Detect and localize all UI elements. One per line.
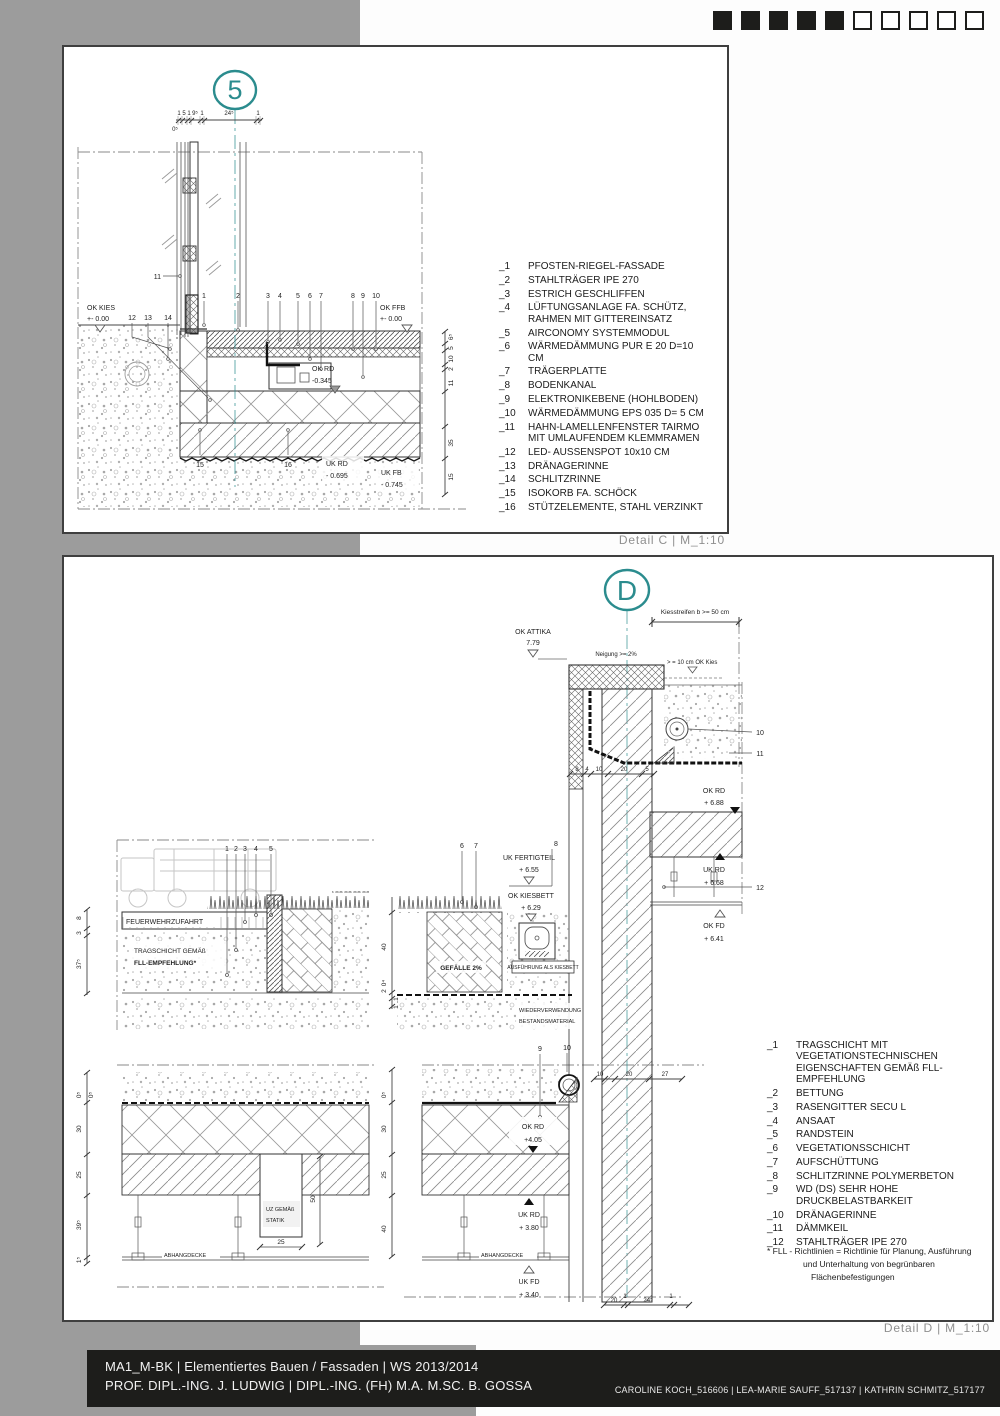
left-dims <box>76 907 90 996</box>
svg-text:0⁵: 0⁵ <box>172 127 178 133</box>
legend-item: _14 SCHLITZRINNE <box>499 474 601 486</box>
legend-item: _5 RANDSTEIN <box>767 1129 854 1141</box>
svg-text:10: 10 <box>563 1045 571 1052</box>
svg-text:+ 6.88: + 6.88 <box>704 800 724 807</box>
svg-text:4: 4 <box>254 846 258 853</box>
dim-kiesstreifen <box>649 609 742 627</box>
svg-text:6⁵: 6⁵ <box>448 333 455 341</box>
svg-text:+ 3.80: + 3.80 <box>519 1225 539 1232</box>
callout-label: 5 <box>227 75 243 105</box>
svg-text:10: 10 <box>596 1072 604 1078</box>
svg-text:+- 0.00: +- 0.00 <box>87 316 109 323</box>
svg-text:OK FFB: OK FFB <box>380 305 406 312</box>
legend-item: _12 STAHLTRÄGER IPE 270 <box>767 1237 907 1249</box>
svg-text:0⁵: 0⁵ <box>381 1091 388 1099</box>
callout-circle <box>214 71 256 109</box>
svg-text:2: 2 <box>234 846 238 853</box>
svg-text:6: 6 <box>460 843 464 850</box>
svg-text:- 0.695: - 0.695 <box>326 473 348 480</box>
lowleft-slab <box>122 1072 369 1260</box>
svg-text:1⁵: 1⁵ <box>76 1256 83 1264</box>
svg-text:1: 1 <box>393 997 400 1001</box>
legend-item: _4 ANSAAT <box>767 1115 836 1127</box>
svg-text:+ 6.29: + 6.29 <box>521 905 541 912</box>
svg-text:3: 3 <box>266 293 270 300</box>
svg-text:OK FD: OK FD <box>703 923 725 930</box>
legend-item: _3 RASENGITTER SECU L <box>767 1101 907 1113</box>
mid-dim-chain <box>381 897 400 1009</box>
svg-text:0⁵: 0⁵ <box>76 1091 83 1099</box>
svg-text:+ 6.41: + 6.41 <box>704 936 724 943</box>
svg-text:11: 11 <box>756 751 764 758</box>
floor-buildup <box>180 331 420 461</box>
svg-text:50: 50 <box>310 1195 317 1203</box>
detail-c-legend <box>499 261 711 513</box>
svg-text:Neigung >= 2%: Neigung >= 2% <box>595 652 637 658</box>
svg-text:2: 2 <box>448 367 455 371</box>
svg-text:10: 10 <box>372 293 380 300</box>
svg-text:40: 40 <box>381 1225 388 1233</box>
svg-text:20: 20 <box>610 1298 618 1304</box>
svg-text:GEFÄLLE 2%: GEFÄLLE 2% <box>440 965 482 972</box>
lowleft-dim-chain <box>76 1070 95 1266</box>
svg-text:2: 2 <box>236 293 240 300</box>
svg-text:14: 14 <box>164 315 172 322</box>
svg-text:1: 1 <box>187 111 191 117</box>
legend-item: _9 ELEKTRONIKEBENE (HOHLBODEN) <box>499 394 699 406</box>
dim-right <box>442 329 455 497</box>
square-outline-icon <box>853 11 872 30</box>
svg-text:Kiesstreifen b >= 50 cm: Kiesstreifen b >= 50 cm <box>660 609 730 616</box>
svg-text:20: 20 <box>625 1072 633 1078</box>
svg-text:12: 12 <box>756 885 764 892</box>
detail-d-caption: Detail D | M_1:10 <box>883 1321 990 1335</box>
legend-item: _5 AIRCONOMY SYSTEMMODUL <box>499 327 670 339</box>
svg-text:9: 9 <box>361 293 365 300</box>
svg-text:1: 1 <box>623 1294 627 1300</box>
svg-text:OK KIES: OK KIES <box>87 305 116 312</box>
legend-item: _9 WD (DS) SEHR HOHE DRUCKBELASTBARKEIT <box>767 1184 913 1207</box>
fll-footnote: * FLL - Richtlinien = Richtlinie für Planung, Ausführung und Unterhaltung von begrünbaren Flächenbefestigungen <box>767 1246 972 1282</box>
square-filled-icon <box>713 11 732 30</box>
svg-text:30: 30 <box>381 1125 388 1133</box>
svg-text:UK RD: UK RD <box>703 867 725 874</box>
svg-text:AUSFÜHRUNG ALS KIESBETT: AUSFÜHRUNG ALS KIESBETT <box>507 965 579 971</box>
svg-text:1: 1 <box>393 1005 400 1009</box>
legend-item: _6 WÄRMEDÄMMUNG PUR E 20 D=10 CM <box>499 341 694 364</box>
square-filled-icon <box>741 11 760 30</box>
svg-text:39⁵: 39⁵ <box>76 1220 83 1230</box>
progress-squares <box>713 11 984 30</box>
legend-item: _16 STÜTZELEMENTE, STAHL VERZINKT <box>499 501 704 513</box>
square-outline-icon <box>937 11 956 30</box>
legend-item: _13 DRÄNAGERINNE <box>499 460 609 472</box>
legend-item: _12 LED- AUSSENSPOT 10x10 CM <box>499 446 670 458</box>
svg-text:24⁵: 24⁵ <box>224 111 234 117</box>
title-block-footer <box>87 1350 1000 1407</box>
dim-top <box>172 110 263 133</box>
svg-text:+ 3.40: + 3.40 <box>519 1292 539 1299</box>
svg-text:13: 13 <box>144 315 152 322</box>
svg-text:WIEDERVERWENDUNG: WIEDERVERWENDUNG <box>519 1008 582 1014</box>
svg-text:30: 30 <box>76 1125 83 1133</box>
svg-text:20: 20 <box>620 767 628 773</box>
facade-mullion <box>177 142 246 337</box>
legend-item: _11 HAHN-LAMELLENFENSTER TAIRMO MIT UMLAUFENDEM KLEMMRAMEN <box>499 421 700 444</box>
legend-item: _1 PFOSTEN-RIEGEL-FASSADE <box>499 261 665 272</box>
legend-item: _1 TRAGSCHICHT MIT VEGETATIONSTECHNISCHEN EIGENSCHAFTEN GEMÄß FLL- EMPFEHLUNG <box>767 1040 943 1086</box>
svg-text:35: 35 <box>448 439 455 447</box>
svg-text:11: 11 <box>448 379 455 387</box>
legend-item: _2 STAHLTRÄGER IPE 270 <box>499 274 639 286</box>
svg-text:UK FD: UK FD <box>518 1279 540 1286</box>
legend-item: _10 WÄRMEDÄMMUNG EPS 035 D= 5 CM <box>499 407 704 419</box>
legend-item: _2 BETTUNG <box>767 1087 844 1099</box>
professors: PROF. DIPL.-ING. J. LUDWIG | DIPL.-ING. (FH) M.A. M.SC. B. GOSSA <box>105 1378 533 1393</box>
svg-text:12: 12 <box>128 315 136 322</box>
svg-text:TRAGSCHICHT GEMÄß: TRAGSCHICHT GEMÄß <box>134 948 206 955</box>
svg-text:25: 25 <box>76 1171 83 1179</box>
svg-text:OK KIESBETT: OK KIESBETT <box>508 893 554 900</box>
svg-text:OK RD: OK RD <box>312 366 335 373</box>
svg-text:27: 27 <box>661 1072 669 1078</box>
roof-buildup-right <box>650 685 742 905</box>
svg-text:9: 9 <box>538 1046 542 1053</box>
legend-item: _7 TRÄGERPLATTE <box>499 366 607 378</box>
svg-text:UK RD: UK RD <box>518 1212 540 1219</box>
legend-item: _3 ESTRICH GESCHLIFFEN <box>499 288 645 300</box>
svg-text:8: 8 <box>554 841 558 848</box>
legend-item: _7 AUFSCHÜTTUNG <box>767 1156 879 1168</box>
svg-text:+- 0.00: +- 0.00 <box>380 316 402 323</box>
svg-text:8: 8 <box>351 293 355 300</box>
lowright-slab <box>422 1069 579 1260</box>
svg-text:5: 5 <box>448 346 455 350</box>
square-filled-icon <box>825 11 844 30</box>
svg-text:40: 40 <box>381 943 388 951</box>
svg-text:- 0.745: - 0.745 <box>381 482 403 489</box>
course-title: MA1_M-BK | Elementiertes Bauen / Fassaden | WS 2013/2014 <box>105 1359 479 1374</box>
svg-text:1: 1 <box>669 1294 673 1300</box>
svg-text:4: 4 <box>278 293 282 300</box>
svg-text:5: 5 <box>269 846 273 853</box>
detail-d-legend <box>767 1040 979 1249</box>
svg-text:5: 5 <box>296 293 300 300</box>
svg-text:1: 1 <box>200 111 204 117</box>
svg-text:STATIK: STATIK <box>266 1218 285 1224</box>
legend-item: _4 LÜFTUNGSANLAGE FA. SCHÜTZ, RAHMEN MIT GITTEREINSATZ <box>499 302 687 325</box>
svg-text:5: 5 <box>182 111 186 117</box>
svg-text:ABHANGDECKE: ABHANGDECKE <box>164 1253 207 1259</box>
svg-text:+ 6.55: + 6.55 <box>519 867 539 874</box>
svg-text:15: 15 <box>196 462 204 469</box>
svg-text:OK ATTIKA: OK ATTIKA <box>515 629 551 636</box>
legend-item: _8 BODENKANAL <box>499 380 597 392</box>
detail-c-caption: Detail C | M_1:10 <box>618 533 725 547</box>
legend-item: _6 VEGETATIONSSCHICHT <box>767 1143 911 1155</box>
detail-c-panel <box>62 45 729 534</box>
svg-text:8: 8 <box>575 767 579 773</box>
svg-text:37⁵: 37⁵ <box>76 959 83 969</box>
svg-text:11: 11 <box>153 274 161 281</box>
square-outline-icon <box>909 11 928 30</box>
svg-text:5: 5 <box>645 767 649 773</box>
svg-text:UK FERTIGTEIL: UK FERTIGTEIL <box>503 855 555 862</box>
svg-text:9⁵: 9⁵ <box>192 111 198 117</box>
mid-buildup <box>397 896 581 1030</box>
svg-text:10: 10 <box>595 767 603 773</box>
svg-text:1: 1 <box>225 846 229 853</box>
svg-text:OK RD: OK RD <box>521 1124 545 1131</box>
svg-text:2: 2 <box>381 989 388 993</box>
svg-text:> = 10 cm OK Kies: > = 10 cm OK Kies <box>667 660 718 666</box>
svg-text:ABHANGDECKE: ABHANGDECKE <box>481 1253 524 1259</box>
svg-text:4: 4 <box>585 767 589 773</box>
legend-item: _8 SCHLITZRINNE POLYMERBETON <box>767 1170 954 1182</box>
svg-text:25: 25 <box>381 1171 388 1179</box>
svg-text:0⁴: 0⁴ <box>381 979 388 987</box>
svg-text:-0.345: -0.345 <box>312 378 332 385</box>
legend-item: _11 DÄMMKEIL <box>767 1223 849 1235</box>
svg-text:0⁵: 0⁵ <box>88 1091 95 1099</box>
svg-text:25: 25 <box>277 1239 285 1246</box>
svg-text:24⁵: 24⁵ <box>643 1298 653 1304</box>
callout-label: D <box>616 575 638 606</box>
svg-text:16: 16 <box>284 462 292 469</box>
svg-text:OK RD: OK RD <box>702 788 726 795</box>
svg-text:UK FB: UK FB <box>381 470 402 477</box>
svg-text:UZ GEMÄß: UZ GEMÄß <box>266 1207 295 1213</box>
svg-text:7: 7 <box>319 293 323 300</box>
student-credits: CAROLINE KOCH_516606 | LEA-MARIE SAUFF_517137 | KATHRIN SCHMITZ_517177 <box>614 1385 985 1395</box>
lowright-dim-chain <box>381 1067 395 1259</box>
svg-text:+ 6.68: + 6.68 <box>704 880 724 887</box>
square-filled-icon <box>797 11 816 30</box>
svg-text:3: 3 <box>76 931 83 935</box>
svg-text:UK RD: UK RD <box>326 461 348 468</box>
svg-text:1: 1 <box>177 111 181 117</box>
svg-text:BESTANDSMATERIAL: BESTANDSMATERIAL <box>519 1019 576 1025</box>
square-outline-icon <box>881 11 900 30</box>
parapet-wall <box>569 665 742 1302</box>
svg-text:+4.05: +4.05 <box>524 1137 542 1144</box>
detail-d-panel <box>62 555 994 1322</box>
legend-item: _10 DRÄNAGERINNE <box>767 1209 877 1221</box>
svg-text:1: 1 <box>202 293 206 300</box>
square-filled-icon <box>769 11 788 30</box>
svg-text:15: 15 <box>448 473 455 481</box>
svg-text:7.79: 7.79 <box>526 640 540 647</box>
left-ground-buildup <box>122 891 369 1029</box>
svg-text:FLL-EMPFEHLUNG*: FLL-EMPFEHLUNG* <box>134 960 197 967</box>
svg-text:3: 3 <box>243 846 247 853</box>
legend-item: _15 ISOKORB FA. SCHÖCK <box>499 488 637 500</box>
square-outline-icon <box>965 11 984 30</box>
svg-text:8: 8 <box>76 916 83 920</box>
svg-text:6: 6 <box>308 293 312 300</box>
svg-text:1: 1 <box>256 111 260 117</box>
svg-text:7: 7 <box>474 843 478 850</box>
callout-circle <box>605 570 649 610</box>
svg-text:10: 10 <box>756 730 764 737</box>
svg-text:FEUERWEHRZUFAHRT: FEUERWEHRZUFAHRT <box>126 919 204 926</box>
svg-text:10: 10 <box>448 355 455 363</box>
